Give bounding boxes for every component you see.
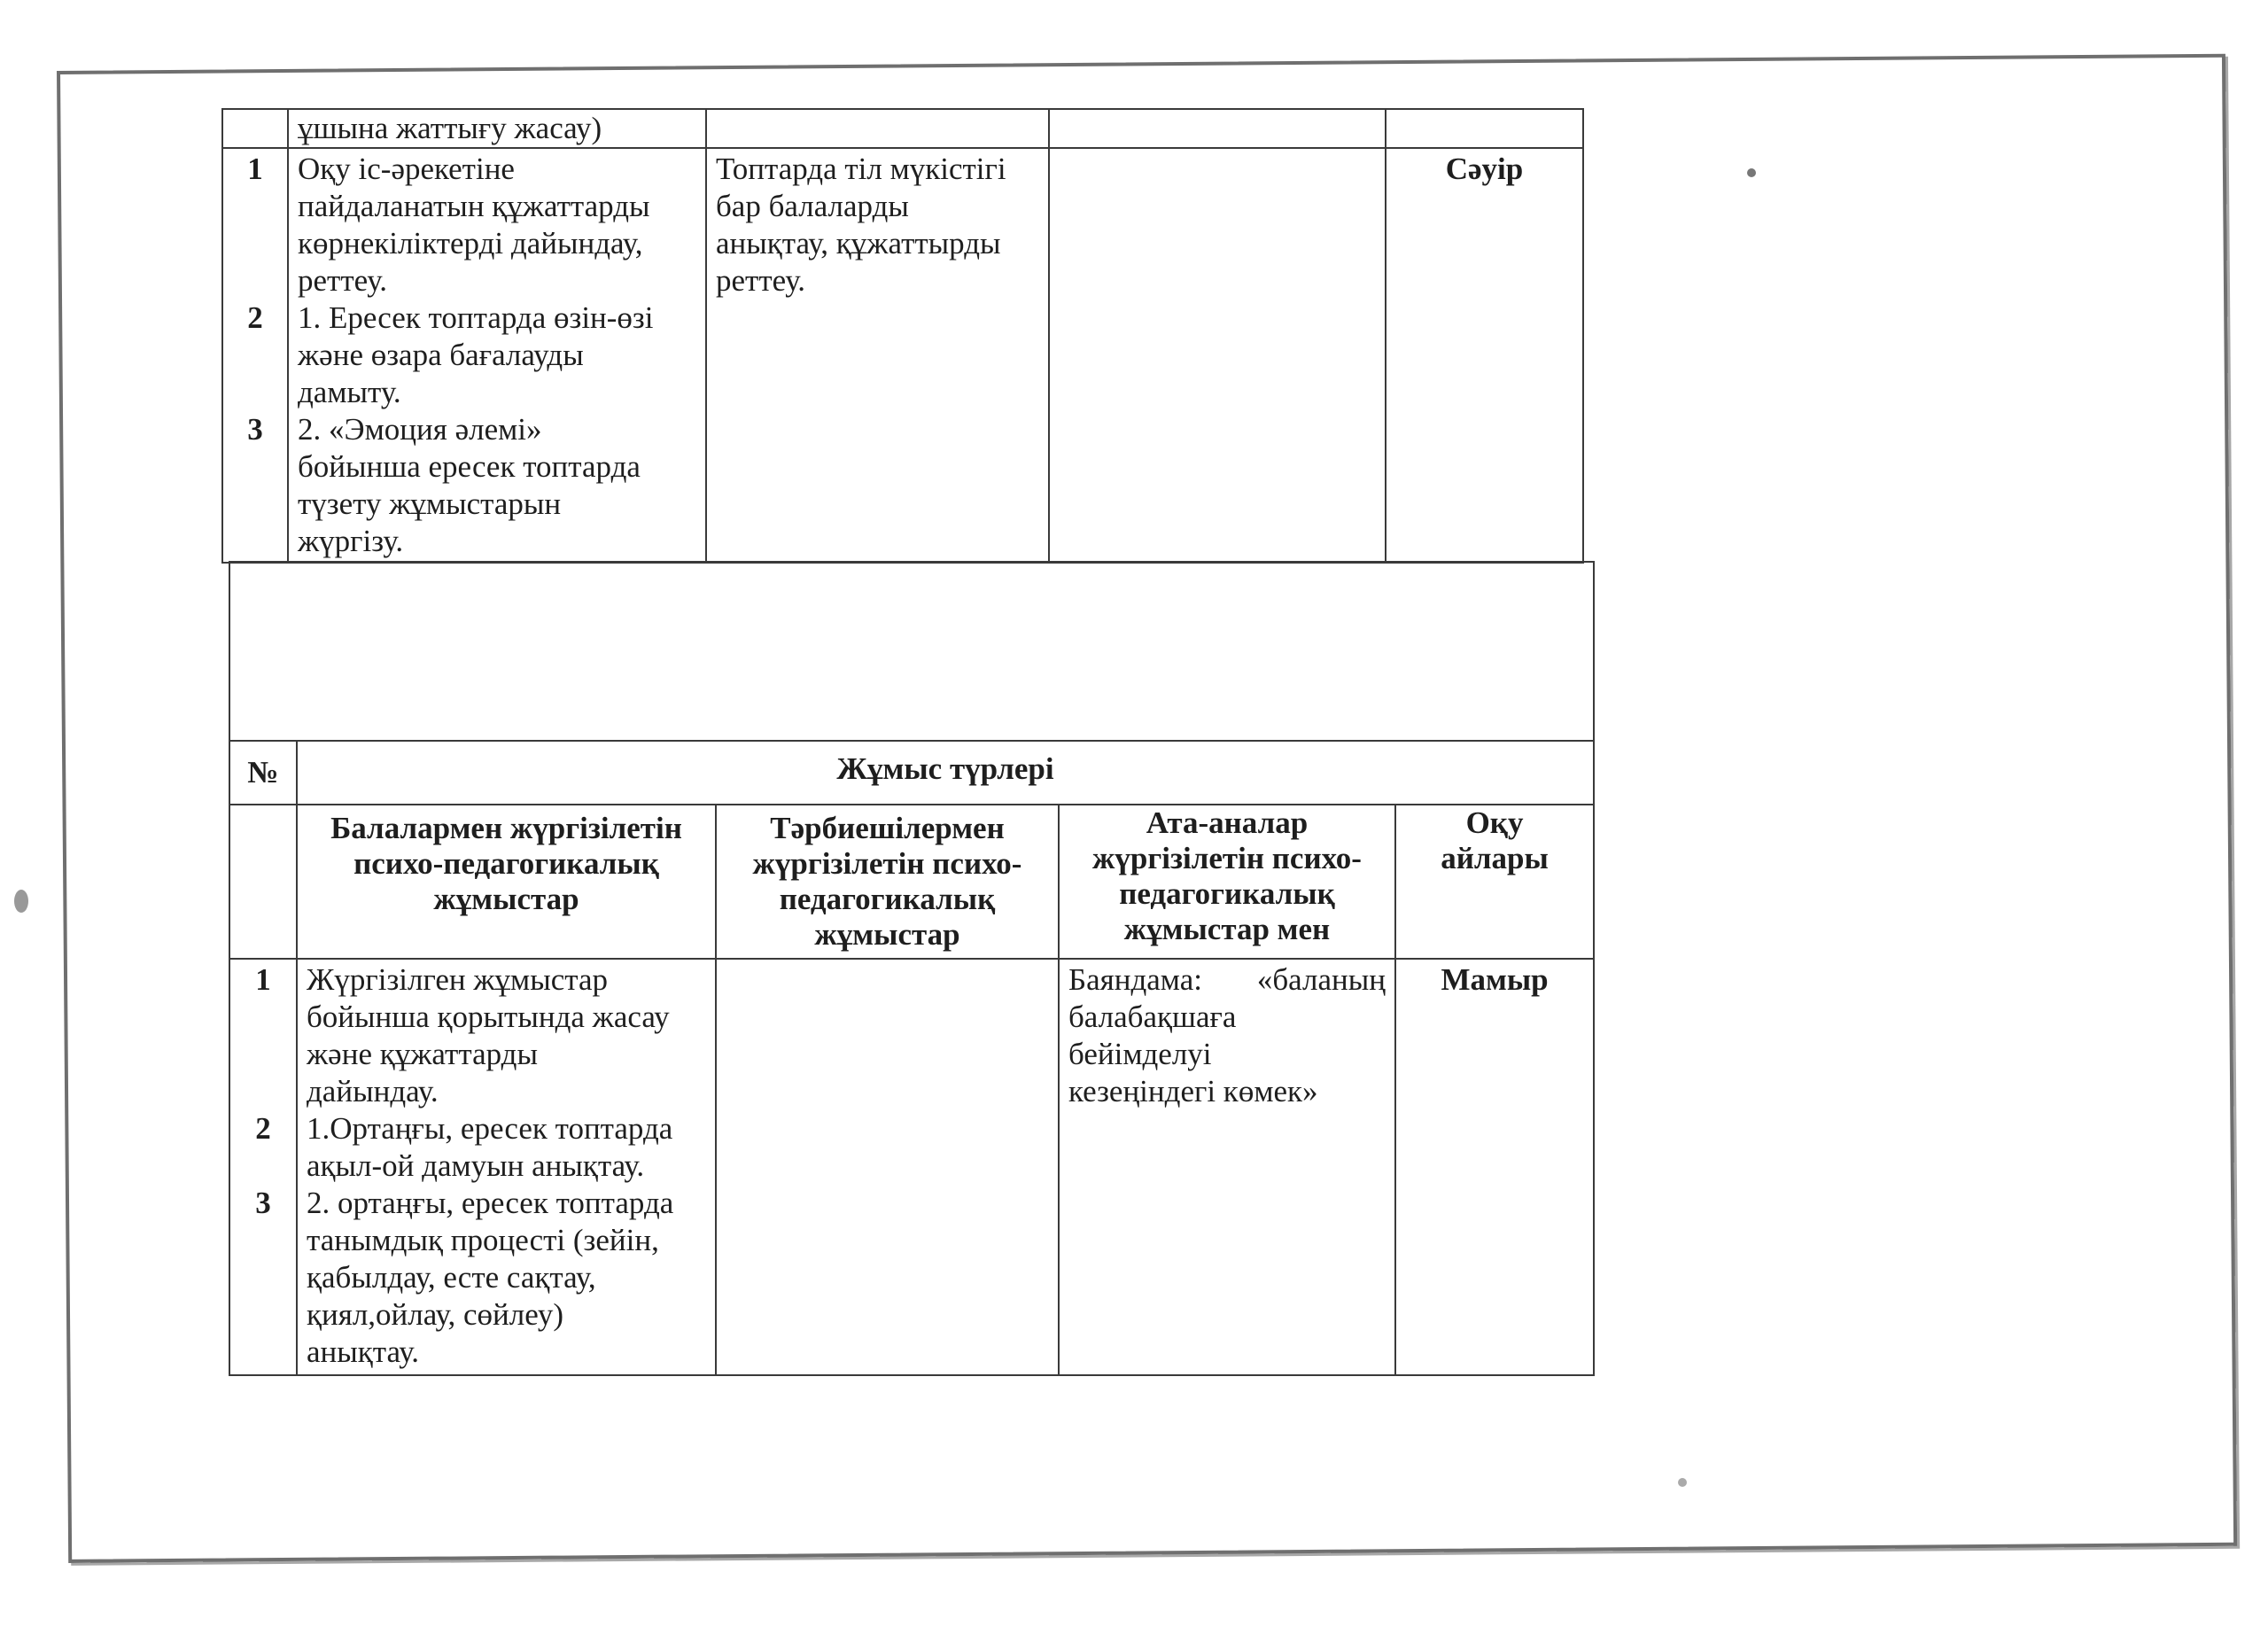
text-line: 2. «Эмоция әлемі» [298,412,542,447]
header-parents: Ата-аналар жүргізілетін психо-педагогикалық жұмыстар мен [1059,805,1395,959]
text-line: Топтарда тіл мүкістігі [716,152,1006,186]
text-line: кезеңіндегі көмек» [1068,1074,1318,1108]
no-header-cell: № [229,741,297,805]
row-number: 1 [255,962,271,997]
header-months: Оқу айлары [1395,805,1594,959]
cont-num-cell [222,109,288,148]
text-line: жүргізу. [298,524,404,558]
parents-work-cell-2 [1059,959,1395,1375]
text-line: бойынша қорытында жасау [307,1000,670,1034]
children-work-cell [288,148,706,563]
children-work-cell-2 [297,959,716,1375]
cont-parents-cell [1049,109,1386,148]
parents-work-cell [1049,148,1386,563]
row-number: 1 [247,152,263,186]
row-numbers-cell-2 [229,959,297,1375]
text-line: Жүргізілген жұмыстар [307,962,609,997]
text-line: реттеу. [716,263,806,298]
cont-teachers-cell [706,109,1049,148]
text-line: Баяндама: «баланың [1068,962,1386,997]
text-line: 1. Ересек топтарда өзін-өзі [298,300,654,335]
row-number: 3 [247,412,263,447]
row-numbers-cell [222,148,288,563]
header-num-cell [229,805,297,959]
text-line: балабақшаға [1068,1000,1237,1034]
text-line: Оқу іс-әрекетіне [298,152,515,186]
month-cell-2: Мамыр [1395,959,1594,1375]
row-number: 2 [255,1111,271,1146]
text-line: 2. ортаңғы, ересек топтарда [307,1186,674,1220]
text-line: бар балаларды [716,189,909,223]
row-number: 3 [255,1186,271,1220]
blank-spacer-row [229,562,1594,741]
scan-speck [14,890,28,913]
text-line: анықтау, құжаттырды [716,226,1001,261]
text-line: ақыл-ой дамуын анықтау. [307,1148,645,1183]
text-line: пайдаланатын құжаттарды [298,189,650,223]
text-line: бойынша ересек топтарда [298,449,641,484]
header-children: Балалармен жүргізілетін психо-педагогикалық жұмыстар [297,805,716,959]
text-line: анықтау. [307,1334,420,1369]
header-teachers: Тәрбиешілермен жүргізілетін психо-педагогикалық жұмыстар [716,805,1059,959]
text-line: дайындау. [307,1074,439,1108]
continuation-cell: ұшына жаттығу жасау) [288,109,706,148]
text-line: түзету жұмыстарын [298,486,562,521]
text-line: танымдық процесті (зейін, [307,1223,659,1257]
teachers-work-cell [706,148,1049,563]
plan-table-april [221,108,1584,564]
month-cell: Сәуір [1386,148,1583,563]
plan-table-may [229,561,1595,1376]
text-line: қиял,ойлау, сөйлеу) [307,1297,564,1332]
work-types-header: Жұмыс түрлері [297,741,1594,805]
text-line: реттеу. [298,263,388,298]
text-line: дамыту. [298,375,401,409]
text-line: көрнекіліктерді дайындау, [298,226,643,261]
text-line: қабылдау, есте сақтау, [307,1260,596,1295]
scan-speck [1747,168,1756,177]
text-line: және өзара бағалауды [298,338,584,372]
teachers-work-cell-2 [716,959,1059,1375]
text-line: және құжаттарды [307,1037,538,1071]
row-number: 2 [247,300,263,335]
cont-month-cell [1386,109,1583,148]
text-line: 1.Ортаңғы, ересек топтарда [307,1111,673,1146]
scan-speck [1678,1478,1687,1487]
text-line: бейімделуі [1068,1037,1212,1071]
